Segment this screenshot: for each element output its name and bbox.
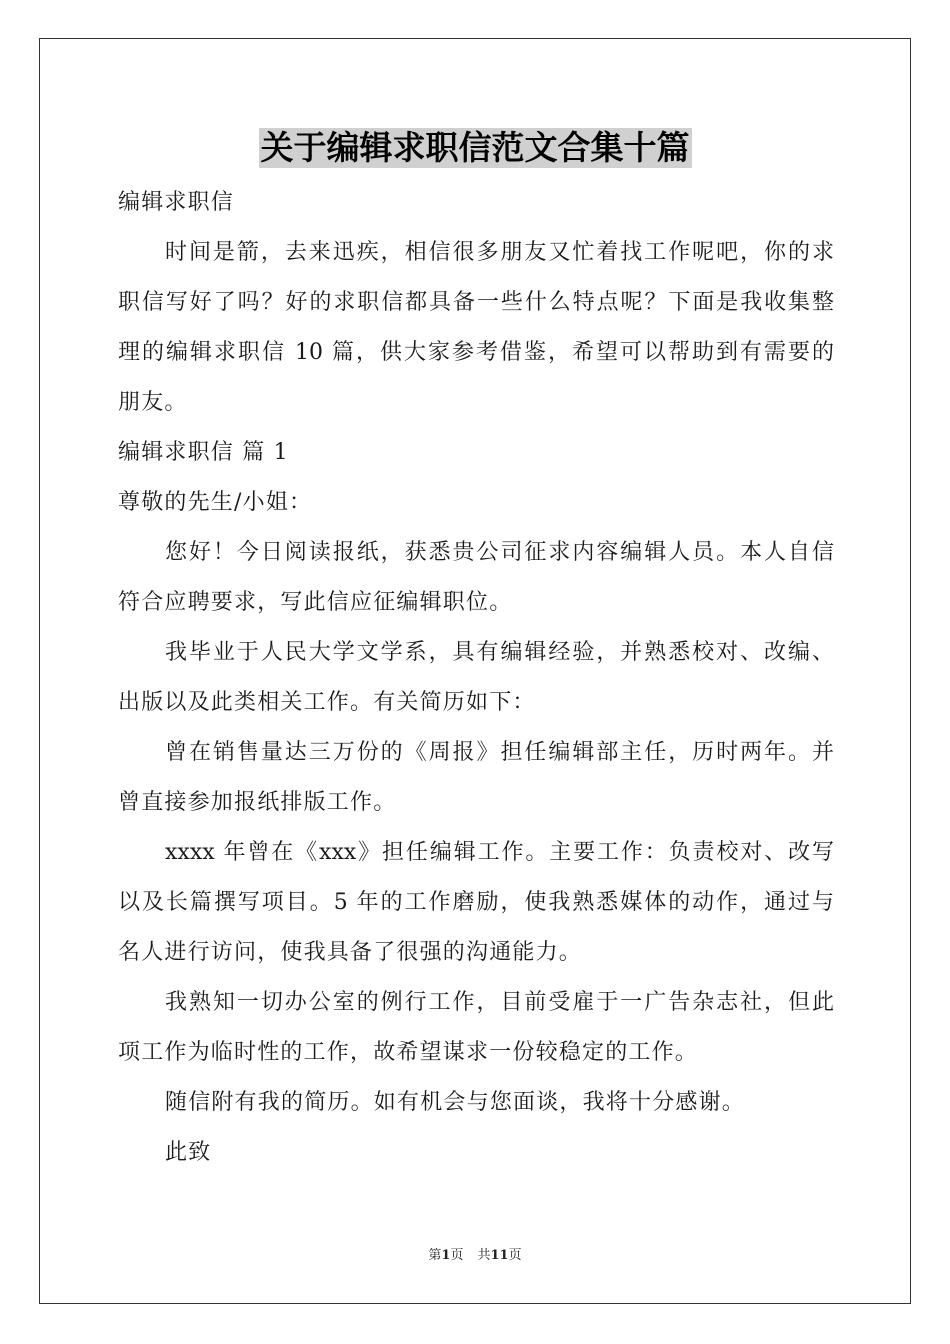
text-line: 尊敬的先生/小姐： — [118, 490, 313, 515]
text-line: 曾在销售量达三万份的《周报》担任编辑部主任，历时两年。并 — [165, 740, 834, 765]
text-line: 曾直接参加报纸排版工作。 — [118, 790, 397, 815]
page-label-suffix: 页 — [450, 1248, 464, 1263]
text-line: 出版以及此类相关工作。有关简历如下： — [118, 690, 536, 715]
text-line: xxxx 年曾在《xxx》担任编辑工作。主要工作：负责校对、改写 — [165, 840, 834, 865]
text-line: 符合应聘要求，写此信应征编辑职位。 — [118, 590, 513, 615]
text-line: 朋友。 — [118, 390, 188, 415]
text-line: 我毕业于人民大学文学系，具有编辑经验，并熟悉校对、改编、 — [165, 640, 834, 665]
text-line: 此致 — [165, 1140, 212, 1165]
document-body — [118, 178, 834, 1178]
text-line: 您好！今日阅读报纸，获悉贵公司征求内容编辑人员。本人自信 — [165, 540, 834, 565]
text-line: 我熟知一切办公室的例行工作，目前受雇于一广告杂志社，但此 — [165, 990, 834, 1015]
page-label-prefix: 第 — [428, 1248, 442, 1263]
total-label-prefix: 共 — [477, 1248, 491, 1263]
text-line: 项工作为临时性的工作，故希望谋求一份较稳定的工作。 — [118, 1040, 699, 1065]
text-line: 职信写好了吗？好的求职信都具备一些什么特点呢？下面是我收集整 — [118, 290, 834, 315]
total-label-suffix: 页 — [508, 1248, 522, 1263]
title-container — [0, 128, 950, 168]
page-number: 1 — [441, 1248, 451, 1263]
text-line: 以及长篇撰写项目。5 年的工作磨励，使我熟悉媒体的动作，通过与 — [118, 890, 834, 915]
text-line: 编辑求职信 — [118, 190, 235, 215]
text-line: 理的编辑求职信 10 篇，供大家参考借鉴，希望可以帮助到有需要的 — [118, 340, 834, 365]
total-pages: 11 — [490, 1248, 509, 1263]
document-title: 关于编辑求职信范文合集十篇 — [260, 128, 690, 167]
text-line: 编辑求职信 篇 1 — [118, 440, 289, 465]
text-line: 随信附有我的简历。如有机会与您面谈，我将十分感谢。 — [165, 1090, 746, 1115]
text-line: 时间是箭，去来迅疾，相信很多朋友又忙着找工作呢吧，你的求 — [165, 240, 834, 265]
page-footer — [0, 1246, 950, 1266]
text-line: 名人进行访问，使我具备了很强的沟通能力。 — [118, 940, 583, 965]
